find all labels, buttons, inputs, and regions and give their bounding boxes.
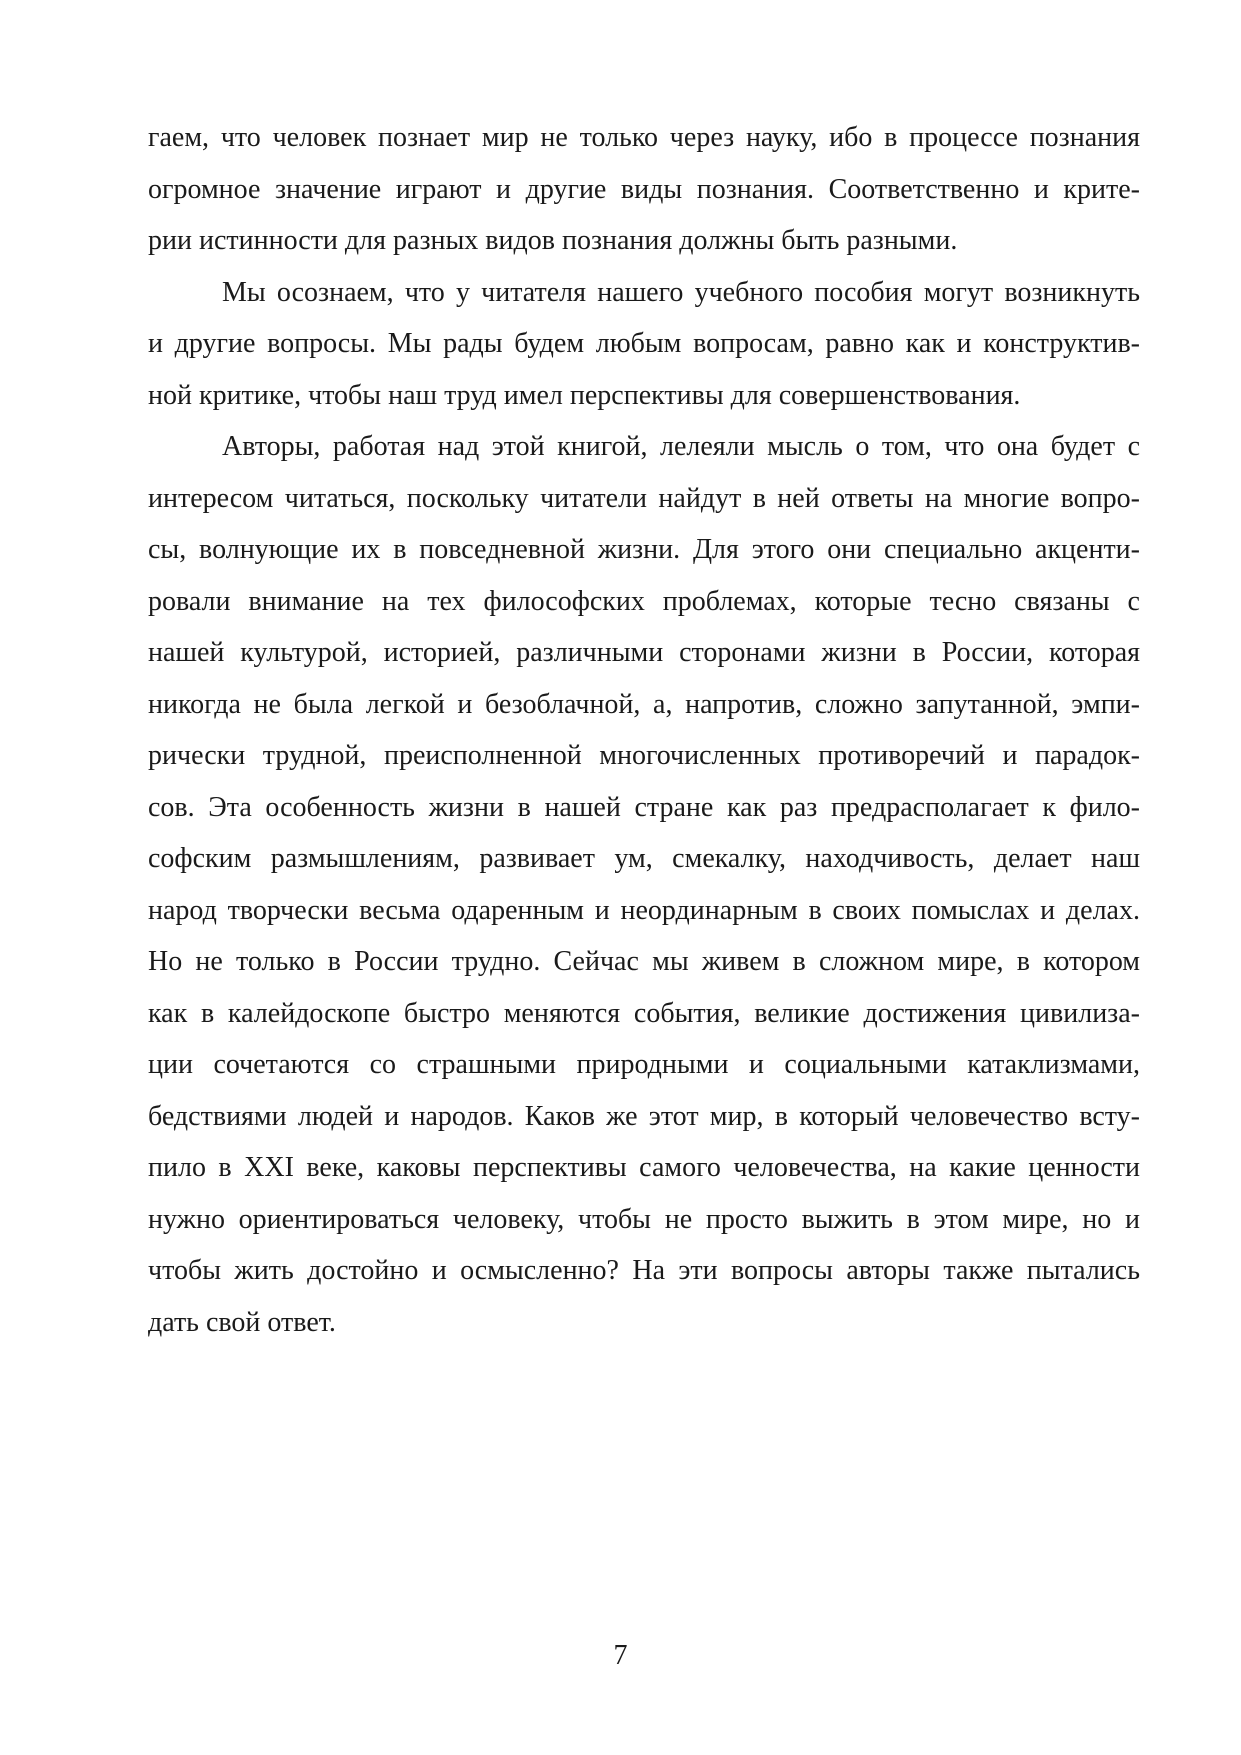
text-line: рически трудной, преисполненной многочисленных противоречий и парадок- [148,740,1140,771]
text-line: огромное значение играют и другие виды познания. Соответственно и крите- [148,173,1140,205]
text-line: как в калейдоскопе быстро меняются события, великие достижения цивилиза- [148,997,1140,1029]
text-line: гаем, что человек познает мир не только через науку, ибо в процессе познания [148,122,1140,153]
text-line: ной критике, чтобы наш труд имел перспективы для совершенствования. [148,379,1021,411]
text-line: ции сочетаются со страшными природными и социальными катаклизмами, [148,1049,1140,1080]
paragraph-2 [148,267,1140,422]
text-line: сов. Эта особенность жизни в нашей стране как раз предрасполагает к фило- [148,791,1140,823]
text-line: и другие вопросы. Мы рады будем любым вопросам, равно как и конструктив- [148,328,1140,359]
text-line: бедствиями людей и народов. Каков же этот мир, в который человечество всту- [148,1100,1140,1132]
text-line: никогда не была легкой и безоблачной, а, напротив, сложно запутанной, эмпи- [148,688,1140,720]
text-line: интересом читаться, поскольку читатели найдут в ней ответы на многие вопро- [148,482,1140,514]
text-line: ровали внимание на тех философских проблемах, которые тесно связаны с [148,585,1140,617]
paragraph-3 [148,421,1140,1348]
body-text [148,112,1140,1348]
text-line: рии истинности для разных видов познания должны быть разными. [148,225,958,256]
paragraph-1 [148,112,1140,267]
text-line: народ творчески весьма одаренным и неординарным в своих помыслах и делах. [148,894,1140,926]
text-line: Авторы, работая над этой книгой, лелеяли мысль о том, что она будет с [222,431,1140,462]
text-line: дать свой ответ. [148,1306,336,1338]
text-line: чтобы жить достойно и осмысленно? На эти вопросы авторы также пытались [148,1255,1140,1286]
text-line: Мы осознаем, что у читателя нашего учебного пособия могут возникнуть [222,276,1140,308]
text-line: сы, волнующие их в повседневной жизни. Для этого они специально акценти- [148,534,1140,565]
text-line: нужно ориентироваться человеку, чтобы не просто выжить в этом мире, но и [148,1203,1140,1235]
page-number: 7 [613,1640,628,1671]
text-line: софским размышлениям, развивает ум, смекалку, находчивость, делает наш [148,843,1140,874]
text-line: нашей культурой, историей, различными сторонами жизни в России, которая [148,637,1140,668]
text-line: Но не только в России трудно. Сейчас мы живем в сложном мире, в котором [148,946,1140,977]
text-line: пило в XXI веке, каковы перспективы самого человечества, на какие ценности [148,1152,1140,1183]
